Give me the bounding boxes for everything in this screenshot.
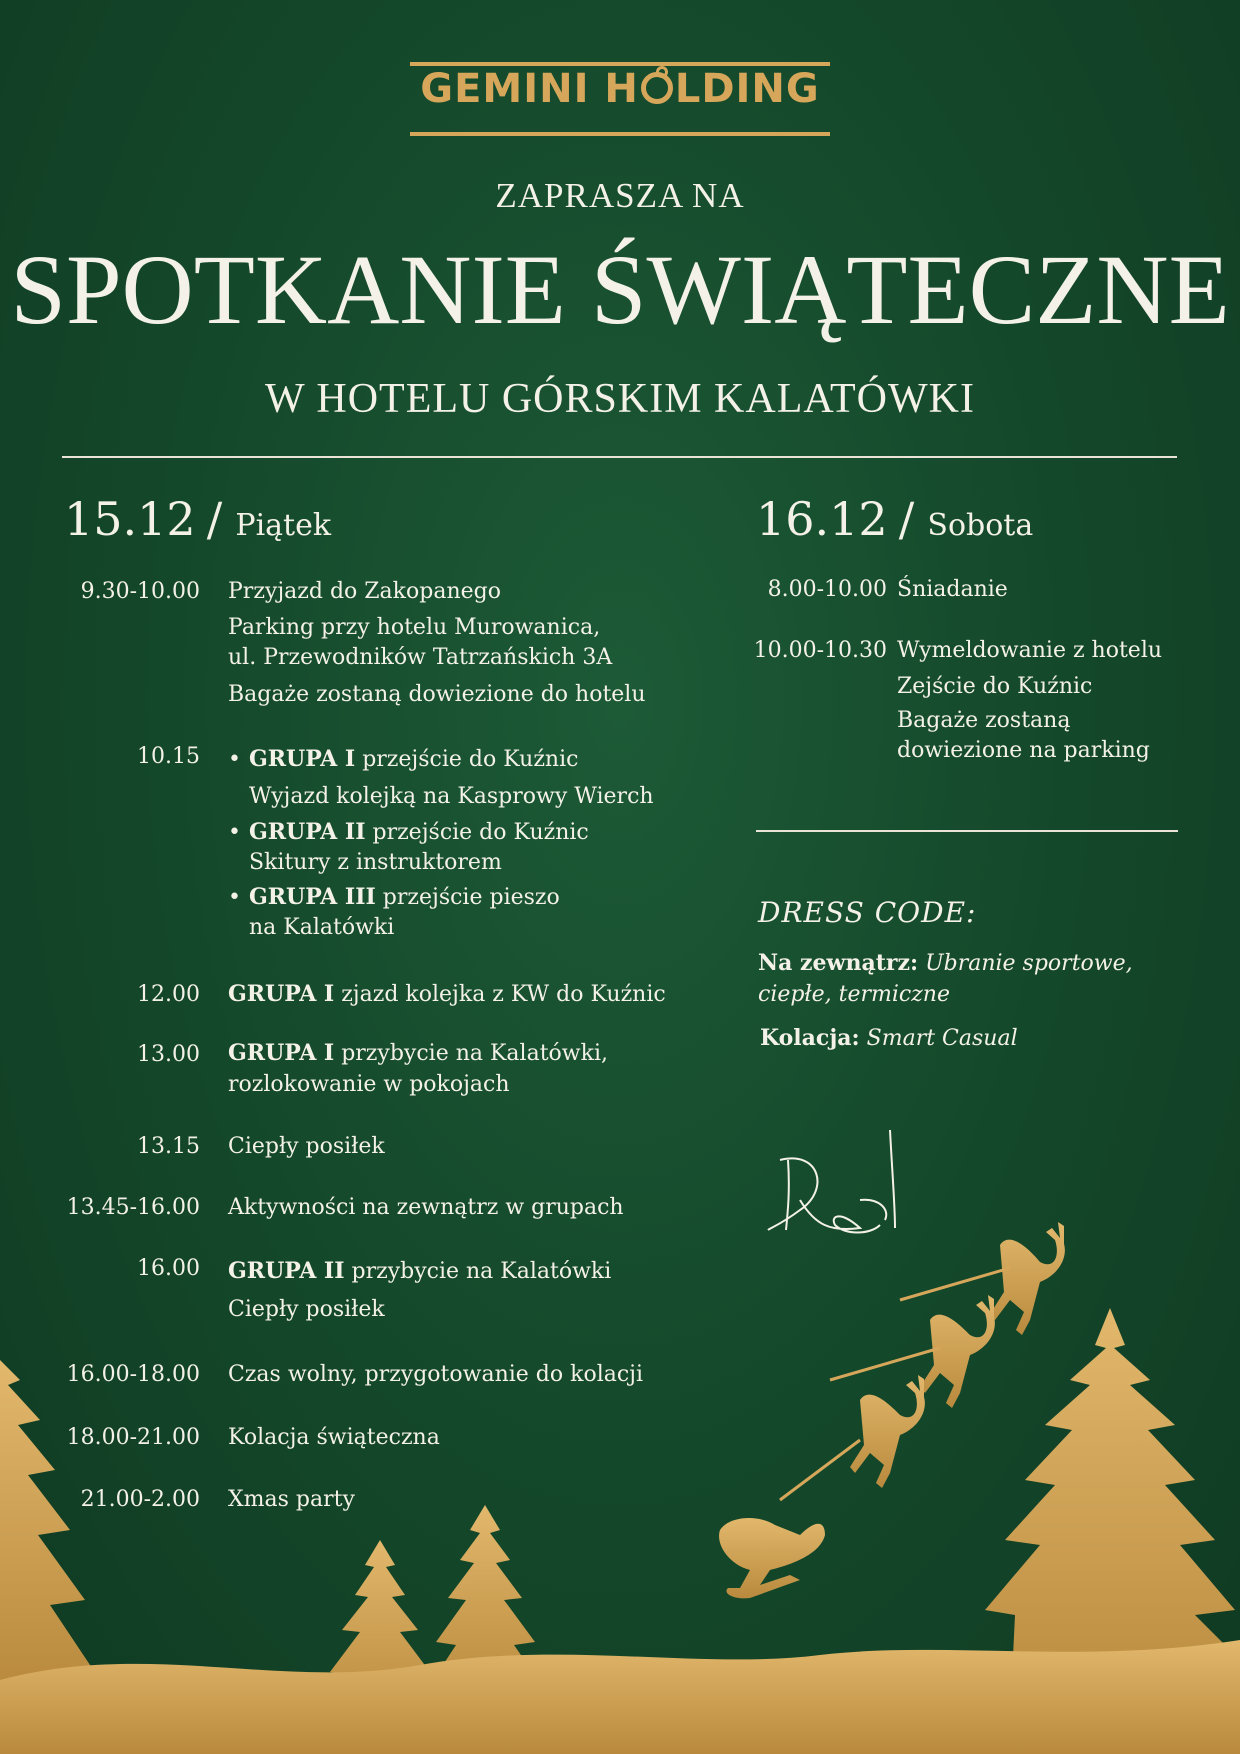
schedule-desc — [897, 634, 1162, 766]
logo-bottom-line — [410, 132, 830, 136]
group-item — [228, 743, 654, 776]
schedule-time: 21.00-2.00 — [80, 1487, 200, 1512]
desc-line: rozlokowanie w pokojach — [228, 1072, 510, 1097]
logo-text-left: GEMINI H — [420, 66, 639, 112]
dress-code-title: DRESS CODE: — [758, 896, 977, 929]
dress-code-dinner — [760, 1023, 1018, 1054]
group-label: GRUPA III — [248, 884, 376, 910]
desc-line: Ciepły posiłek — [228, 1297, 385, 1322]
schedule-desc: Xmas party — [228, 1487, 355, 1512]
schedule-desc — [228, 978, 666, 1011]
group-item — [228, 817, 654, 848]
desc-line: Przyjazd do Zakopanego — [228, 579, 501, 604]
dress-value: Smart Casual — [866, 1026, 1018, 1051]
desc-line: zjazd kolejka z KW do Kuźnic — [334, 982, 666, 1007]
schedule-desc: Kolacja świąteczna — [228, 1425, 440, 1450]
brand-logo — [410, 66, 830, 112]
day2-separator: / — [898, 492, 915, 546]
schedule-time: 10.00-10.30 — [753, 638, 887, 663]
dress-value: ciepłe, termiczne — [758, 982, 950, 1007]
schedule-desc — [228, 1038, 608, 1100]
desc-line: Bagaże zostaną dowiezione do hotelu — [228, 682, 646, 707]
schedule-time: 16.00 — [137, 1256, 200, 1281]
event-venue: W HOTELU GÓRSKIM KALATÓWKI — [265, 376, 975, 422]
desc-text: przybycie na Kalatówki, — [334, 1041, 608, 1066]
dress-code-outdoor — [758, 948, 1133, 1010]
group-text: przejście do Kuźnic — [365, 820, 589, 845]
group-label: GRUPA I — [228, 981, 335, 1007]
group-label: GRUPA II — [248, 819, 366, 845]
desc-line: na Kalatówki — [249, 915, 395, 940]
group-text: przejście pieszo — [375, 885, 560, 910]
tree-left-icon — [0, 1360, 100, 1690]
desc-line: Bagaże zostaną — [897, 708, 1071, 733]
day1-date: 15.12 — [64, 492, 196, 546]
dress-label: Kolacja: — [760, 1025, 860, 1051]
schedule-desc — [228, 575, 646, 711]
reindeer-icon — [780, 1222, 1065, 1500]
schedule-time: 13.15 — [137, 1134, 200, 1159]
schedule-desc: Aktywności na zewnątrz w grupach — [228, 1195, 624, 1220]
schedule-desc-groups — [228, 743, 654, 943]
header-divider — [62, 456, 1177, 458]
dress-line — [758, 948, 1133, 979]
schedule-time: 18.00-21.00 — [66, 1425, 200, 1450]
desc-line: Wymeldowanie z hotelu — [897, 638, 1163, 663]
gold-ground — [0, 1640, 1240, 1754]
schedule-time: 9.30-10.00 — [80, 579, 200, 604]
schedule-time: 13.45-16.00 — [66, 1195, 200, 1220]
desc-line: Zejście do Kuźnic — [897, 674, 1093, 699]
desc-text: przybycie na Kalatówki — [344, 1259, 612, 1284]
day2-name: Sobota — [927, 508, 1034, 543]
group-label: GRUPA I — [228, 1040, 335, 1066]
group-label: GRUPA I — [248, 746, 356, 772]
dress-value: Ubranie sportowe, — [925, 951, 1133, 976]
desc-line: Parking przy hotelu Murowanica, — [228, 615, 601, 640]
day1-name: Piątek — [235, 508, 332, 543]
day2-date: 16.12 — [756, 492, 888, 546]
schedule-desc — [228, 1252, 611, 1329]
desc-line — [228, 1252, 611, 1291]
dress-line — [758, 979, 1133, 1010]
desc-line: dowiezione na parking — [897, 738, 1150, 763]
ornament-icon — [641, 72, 673, 104]
desc-line — [228, 1038, 608, 1069]
invite-subtitle: ZAPRASZA NA — [495, 176, 745, 215]
schedule-desc: Ciepły posiłek — [228, 1134, 385, 1159]
day1-separator: / — [206, 492, 223, 546]
group-label: GRUPA II — [228, 1258, 345, 1284]
logo-text-right: LDING — [674, 66, 820, 112]
schedule-time: 12.00 — [137, 982, 200, 1007]
group-item — [228, 882, 654, 913]
event-title: SPOTKANIE ŚWIĄTECZNE — [10, 234, 1230, 345]
sleigh-icon — [719, 1518, 825, 1598]
schedule-time: 10.15 — [137, 744, 200, 769]
schedule-time: 8.00-10.00 — [767, 577, 887, 602]
desc-line: ul. Przewodników Tatrzańskich 3A — [228, 645, 613, 670]
desc-line: Wyjazd kolejką na Kasprowy Wierch — [249, 784, 654, 809]
day2-heading — [756, 492, 1033, 546]
signature-icon — [768, 1130, 895, 1233]
schedule-time: 16.00-18.00 — [66, 1362, 200, 1387]
desc-line: Skitury z instruktorem — [249, 850, 502, 875]
schedule-desc: Czas wolny, przygotowanie do kolacji — [228, 1362, 644, 1387]
group-text: przejście do Kuźnic — [355, 747, 579, 772]
dress-label: Na zewnątrz: — [758, 950, 919, 976]
schedule-time: 13.00 — [137, 1042, 200, 1067]
dress-code-divider — [756, 830, 1178, 832]
day1-heading — [64, 492, 331, 546]
schedule-desc: Śniadanie — [897, 577, 1008, 602]
